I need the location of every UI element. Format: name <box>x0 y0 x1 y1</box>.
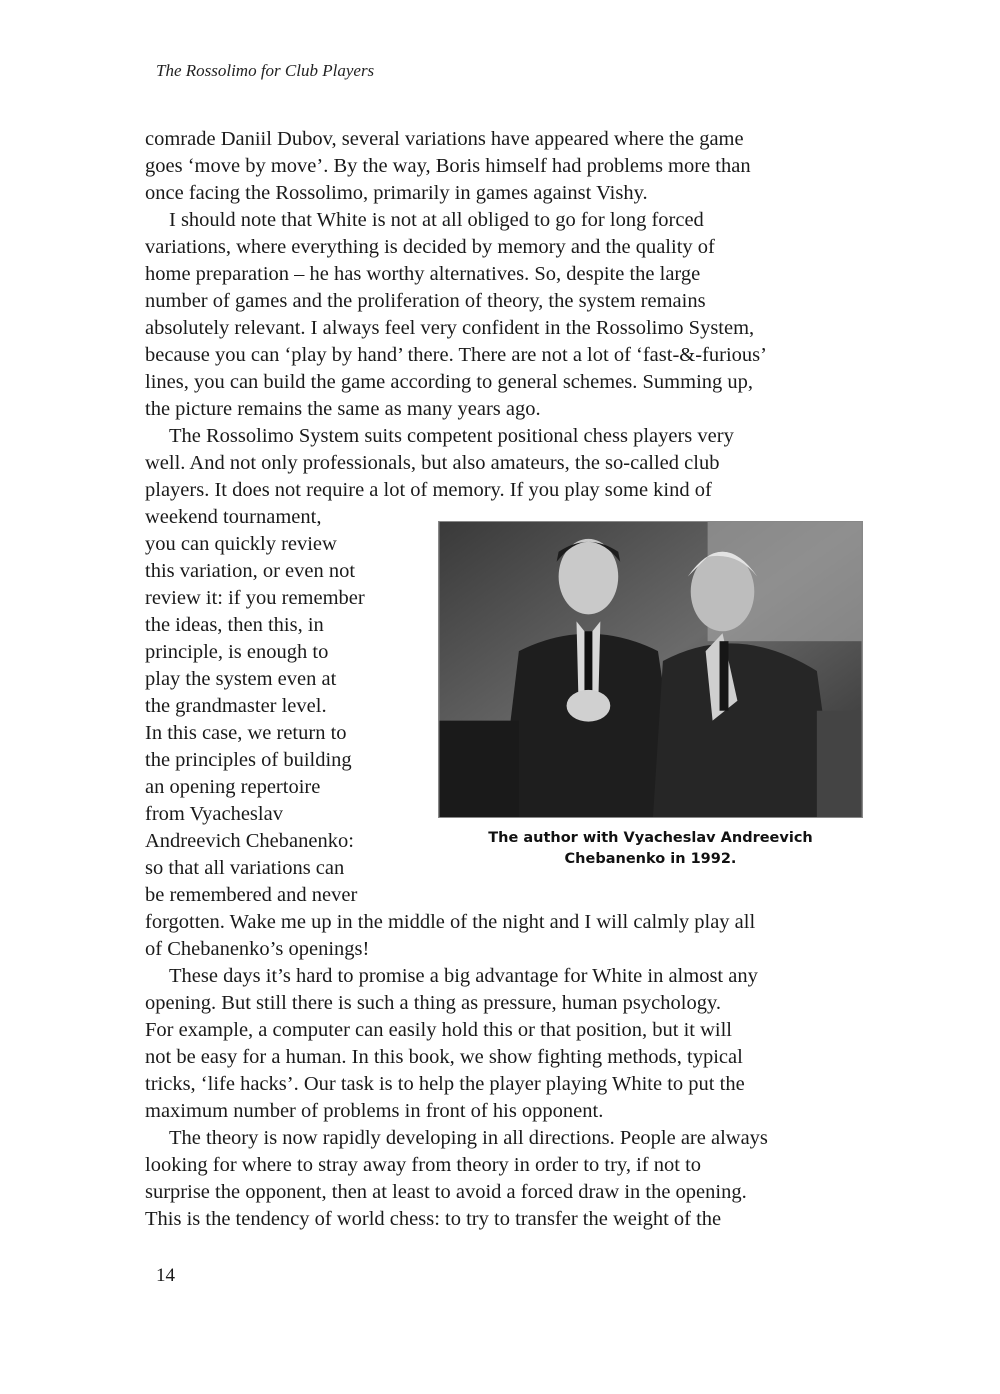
photo-image <box>438 521 863 818</box>
text-line: the principles of building <box>145 749 352 771</box>
text-line: looking for where to stray away from theory in order to try, if not to <box>145 1154 702 1176</box>
photo-figure <box>438 521 863 870</box>
text-line: the picture remains the same as many years ago. <box>145 398 541 420</box>
text-line: be remembered and never <box>145 884 358 906</box>
page-number: 14 <box>156 1265 175 1286</box>
photo-caption <box>438 828 863 870</box>
text-line: not be easy for a human. In this book, we show fighting methods, typical <box>145 1046 743 1068</box>
text-line: maximum number of problems in front of his opponent. <box>145 1100 604 1122</box>
text-line: comrade Daniil Dubov, several variations have appeared where the game <box>145 128 744 150</box>
text-line: from Vyacheslav <box>145 803 283 825</box>
text-line: so that all variations can <box>145 857 345 879</box>
text-line: These days it’s hard to promise a big advantage for White in almost any <box>169 965 758 987</box>
text-line: the grandmaster level. <box>145 695 327 717</box>
text-line: of Chebanenko’s openings! <box>145 938 370 960</box>
text-line: an opening repertoire <box>145 776 321 798</box>
text-line: I should note that White is not at all obliged to go for long forced <box>169 209 704 231</box>
text-line: you can quickly review <box>145 533 337 555</box>
text-line: tricks, ‘life hacks’. Our task is to help the player playing White to put the <box>145 1073 745 1095</box>
text-line: goes ‘move by move’. By the way, Boris himself had problems more than <box>145 155 751 177</box>
text-line: The theory is now rapidly developing in all directions. People are always <box>169 1127 768 1149</box>
caption-line: Chebanenko in 1992. <box>564 851 737 867</box>
text-line: The Rossolimo System suits competent positional chess players very <box>169 425 734 447</box>
text-line: well. And not only professionals, but also amateurs, the so-called club <box>145 452 720 474</box>
caption-line: The author with Vyacheslav Andreevich <box>488 830 813 846</box>
running-head: The Rossolimo for Club Players <box>156 61 375 80</box>
text-line: absolutely relevant. I always feel very confident in the Rossolimo System, <box>145 317 755 339</box>
text-line: once facing the Rossolimo, primarily in games against Vishy. <box>145 182 648 204</box>
text-line: This is the tendency of world chess: to try to transfer the weight of the <box>145 1208 722 1230</box>
text-line: review it: if you remember <box>145 587 365 609</box>
text-line: opening. But still there is such a thing as pressure, human psychology. <box>145 992 722 1014</box>
text-line: surprise the opponent, then at least to avoid a forced draw in the opening. <box>145 1181 747 1203</box>
text-line: weekend tournament, <box>145 506 322 528</box>
text-line: because you can ‘play by hand’ there. There are not a lot of ‘fast-&-furious’ <box>145 344 767 366</box>
text-line: home preparation – he has worthy alternatives. So, despite the large <box>145 263 701 285</box>
body-text-top <box>145 126 767 504</box>
text-line: For example, a computer can easily hold this or that position, but it will <box>145 1019 732 1041</box>
text-line: variations, where everything is decided by memory and the quality of <box>145 236 715 258</box>
body-text-wrapped <box>145 504 365 909</box>
body-text-bottom <box>145 909 768 1233</box>
text-line: play the system even at <box>145 668 337 690</box>
text-line: Andreevich Chebanenko: <box>145 830 354 852</box>
text-line: this variation, or even not <box>145 560 356 582</box>
text-line: principle, is enough to <box>145 641 329 663</box>
text-line: lines, you can build the game according to general schemes. Summing up, <box>145 371 754 393</box>
text-line: forgotten. Wake me up in the middle of the night and I will calmly play all <box>145 911 756 933</box>
text-line: the ideas, then this, in <box>145 614 324 636</box>
text-line: number of games and the proliferation of theory, the system remains <box>145 290 706 312</box>
text-line: In this case, we return to <box>145 722 347 744</box>
text-line: players. It does not require a lot of memory. If you play some kind of <box>145 479 712 501</box>
